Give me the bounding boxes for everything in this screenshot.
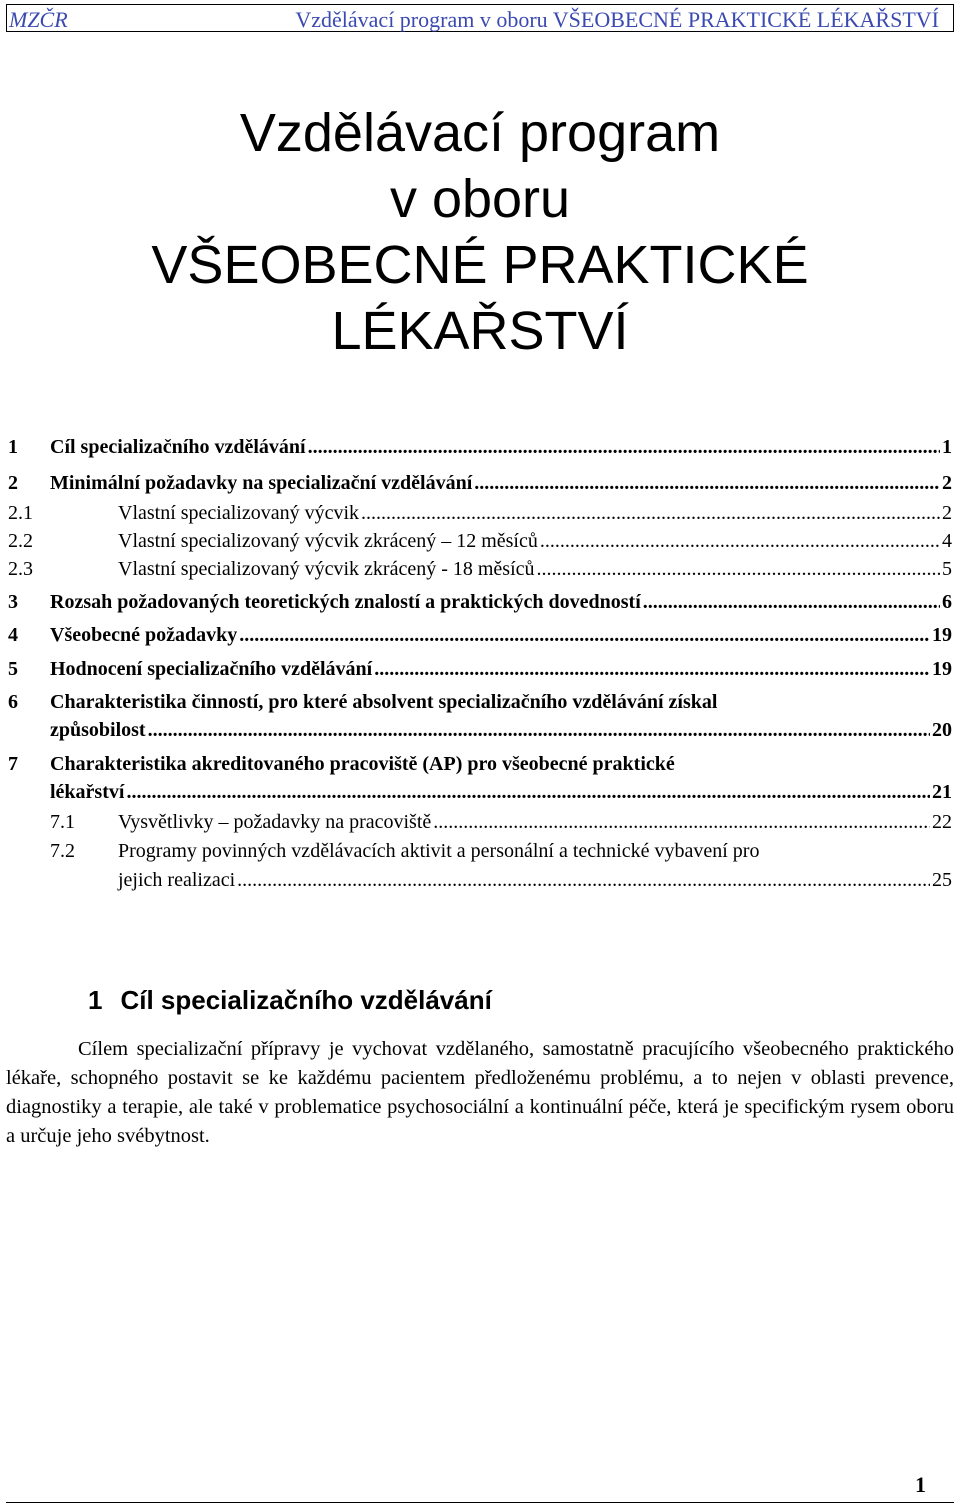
- toc-leader: [374, 655, 930, 683]
- section-title: Cíl specializačního vzdělávání: [120, 985, 492, 1015]
- toc-entry-2-3[interactable]: [8, 555, 952, 583]
- toc-title: Vlastní specializovaný výcvik zkrácený – 12 měsíců: [118, 530, 538, 552]
- toc-page: 19: [932, 658, 952, 680]
- toc-title: jejich realizaci: [118, 869, 236, 891]
- toc-title: Hodnocení specializačního vzdělávání: [50, 658, 373, 680]
- footer-divider: [6, 1502, 954, 1503]
- toc-leader: [308, 433, 940, 461]
- toc-leader: [361, 499, 940, 527]
- toc-title: Vlastní specializovaný výcvik: [118, 502, 360, 524]
- toc-number: 7.2: [50, 840, 75, 862]
- toc-title: Programy povinných vzdělávacích aktivit a personální a technické vybavení pro: [118, 840, 760, 862]
- toc-entry-4[interactable]: [8, 621, 952, 649]
- toc-entry-7-continued[interactable]: [50, 778, 952, 806]
- toc-page: 25: [932, 869, 952, 891]
- title-line-2: v oboru: [389, 169, 571, 229]
- toc-page: 6: [942, 591, 952, 613]
- toc-title: Cíl specializačního vzdělávání: [50, 436, 306, 458]
- toc-title: lékařství: [50, 781, 125, 803]
- running-header: [6, 4, 954, 32]
- title-line-1: Vzdělávací program: [239, 103, 721, 163]
- toc-leader: [126, 778, 930, 806]
- toc-page: 20: [932, 719, 952, 741]
- toc-leader: [643, 588, 940, 616]
- toc-title: Charakteristika činností, pro které absolvent specializačního vzdělávání získal: [50, 691, 718, 713]
- toc-number: 1: [8, 436, 18, 458]
- title-line-4: LÉKAŘSTVÍ: [331, 301, 629, 361]
- toc-leader: [540, 527, 940, 555]
- toc-number: 5: [8, 658, 18, 680]
- toc-page: 2: [942, 472, 952, 494]
- toc-number: 7.1: [50, 811, 75, 833]
- toc-page: 5: [942, 558, 952, 580]
- toc-entry-2[interactable]: [8, 469, 952, 497]
- toc-page: 22: [932, 811, 952, 833]
- toc-leader: [474, 469, 940, 497]
- toc-title: způsobilost: [50, 719, 146, 741]
- toc-number: 2: [8, 472, 18, 494]
- section-heading: [88, 985, 492, 1016]
- toc-leader: [237, 866, 930, 894]
- toc-title: Minimální požadavky na specializační vzdělávání: [50, 472, 473, 494]
- toc-entry-1[interactable]: [8, 433, 952, 461]
- toc-title: Všeobecné požadavky: [50, 624, 238, 646]
- toc-number: 6: [8, 691, 18, 713]
- section-paragraph: Cílem specializační přípravy je vychovat vzdělaného, samostatně pracujícího všeobecného praktického lékaře, schopného postavit se ke každému pacientem předloženému problému, a to nejen v oblasti prevence, diagnostiky a terapie, ale také v problematice psychosociální a kontinuální péče, která je specifickým rysem oboru a určuje jeho svébytnost.: [6, 1038, 954, 1147]
- toc-entry-2-2[interactable]: [8, 527, 952, 555]
- toc-number: 3: [8, 591, 18, 613]
- toc-number: 2.2: [8, 530, 33, 552]
- toc-leader: [537, 555, 940, 583]
- toc-title: Charakteristika akreditovaného pracoviště (AP) pro všeobecné praktické: [50, 753, 675, 775]
- toc-number: 7: [8, 753, 18, 775]
- toc-entry-6-continued[interactable]: [50, 716, 952, 744]
- toc-page: 21: [932, 781, 952, 803]
- toc-number: 4: [8, 624, 18, 646]
- section-number: 1: [88, 985, 103, 1015]
- toc-entry-2-1[interactable]: [8, 499, 952, 527]
- toc-number: 2.3: [8, 558, 33, 580]
- toc-title: Vysvětlivky – požadavky na pracoviště: [118, 811, 432, 833]
- title-line-3: VŠEOBECNÉ PRAKTICKÉ: [151, 235, 809, 295]
- toc-leader: [148, 716, 930, 744]
- toc-entry-7-2-continued[interactable]: [118, 866, 952, 894]
- toc-page: 19: [932, 624, 952, 646]
- toc-entry-7-2[interactable]: [50, 837, 952, 865]
- toc-entry-6[interactable]: [8, 688, 952, 716]
- toc-title: Rozsah požadovaných teoretických znalostí a praktických dovedností: [50, 591, 641, 613]
- toc-page: 4: [942, 530, 952, 552]
- page-number: 1: [915, 1472, 926, 1497]
- header-org: MZČR: [9, 7, 68, 32]
- toc-page: 2: [942, 502, 952, 524]
- toc-entry-5[interactable]: [8, 655, 952, 683]
- toc-leader: [433, 808, 930, 836]
- header-title: Vzdělávací program v oboru VŠEOBECNÉ PRAKTICKÉ LÉKAŘSTVÍ: [295, 7, 939, 32]
- toc-number: 2.1: [8, 502, 33, 524]
- toc-leader: [239, 621, 930, 649]
- document-title: [0, 100, 960, 364]
- toc-entry-3[interactable]: [8, 588, 952, 616]
- toc-entry-7[interactable]: [8, 750, 952, 778]
- toc-title: Vlastní specializovaný výcvik zkrácený - 18 měsíců: [118, 558, 535, 580]
- toc-page: 1: [942, 436, 952, 458]
- toc-entry-7-1[interactable]: [50, 808, 952, 836]
